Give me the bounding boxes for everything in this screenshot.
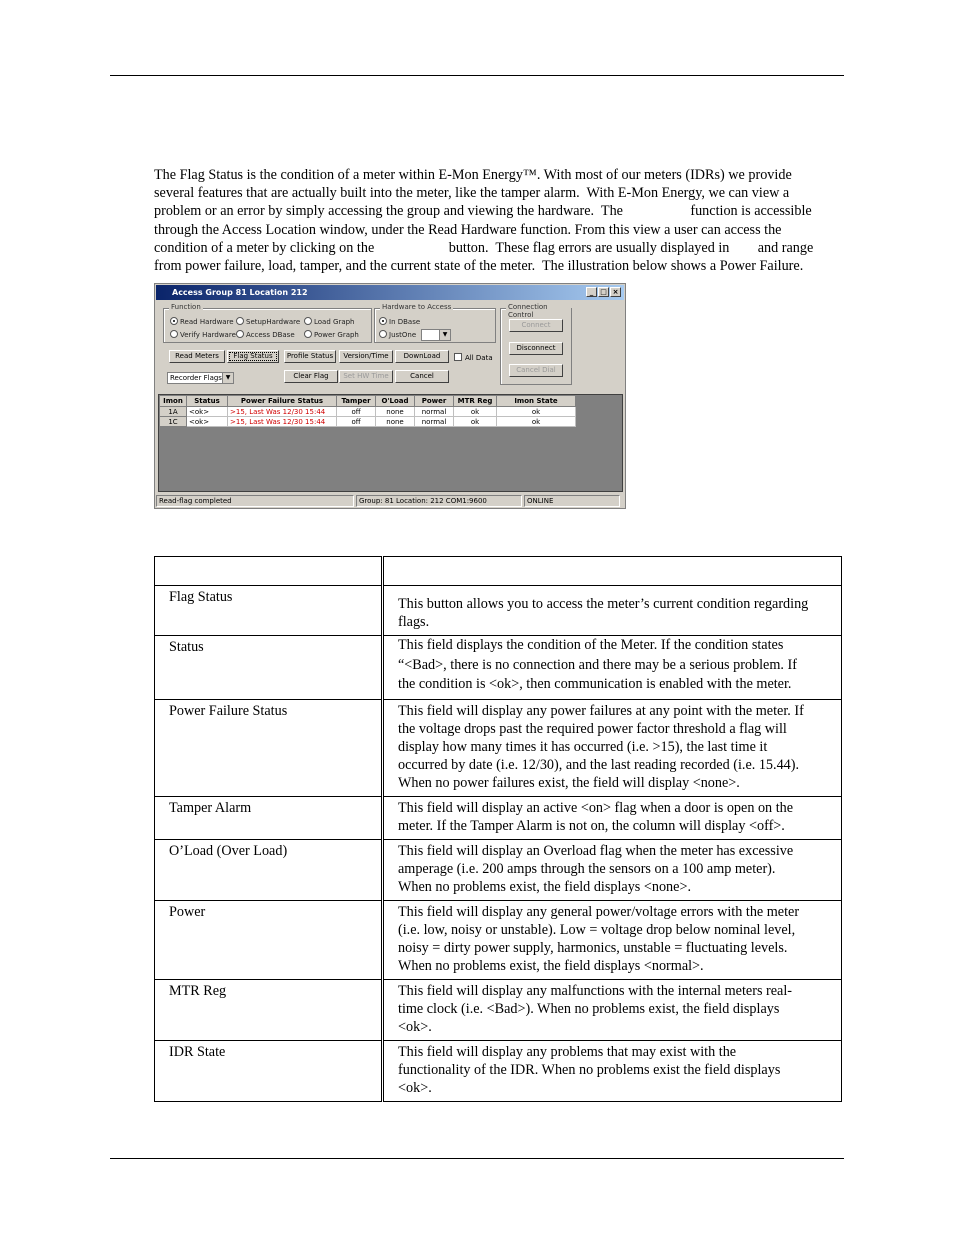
intro-line: The Flag Status is the condition of a meter within E-Mon Energy™. With most of our meters (IDRs) we provide [154,167,792,183]
grid-cell: off [337,417,376,427]
radio-just-one[interactable]: JustOne [379,330,416,339]
window-title: Access Group 81 Location 212 [172,288,308,297]
table-row [155,796,842,839]
radio-in-dbase[interactable]: In DBase [379,317,420,326]
table-header-row [155,557,842,586]
col-header[interactable]: MTR Reg [454,396,497,407]
read-meters-button[interactable]: Read Meters [169,350,225,363]
recorder-flags-select[interactable]: Recorder Flags ▼ [167,372,234,384]
term-cell: O’Load (Over Load) [155,839,383,900]
description-cell: This field will display any malfunctions with the internal meters real- time clock (i.e. <Bad>). When no problems exist, the field displays <ok>. [383,979,842,1040]
table-row [155,900,842,979]
function-group [163,303,372,343]
flag-definitions-table [154,556,842,1102]
flag-status-grid [158,394,623,492]
term-cell: MTR Reg [155,979,383,1040]
version-time-button[interactable]: Version/Time [339,350,393,363]
header-cell [155,557,383,586]
intro-line: several features that are actually built into the meter, like the tamper alarm. With E-Mon Energy, we can view a [154,185,790,202]
download-button[interactable]: DownLoad [395,350,449,363]
grid-cell: normal [415,417,454,427]
description-cell: This button allows you to access the meter’s current condition regarding flags. [383,586,842,636]
cancel-button[interactable]: Cancel [395,370,449,383]
grid-cell: ok [454,417,497,427]
grid-cell: ok [497,417,576,427]
term-cell: Power [155,900,383,979]
grid-cell: ok [454,407,497,417]
grid-cell: none [376,407,415,417]
intro-paragraph [154,166,844,275]
access-group-window [154,283,626,509]
col-header[interactable]: Status [187,396,228,407]
radio-access-dbase[interactable]: Access DBase [236,330,295,339]
term-cell: Tamper Alarm [155,796,383,839]
grid-cell: >15, Last Was 12/30 15:44 [228,417,337,427]
table-row[interactable] [160,407,576,417]
chevron-down-icon: ▼ [439,330,450,340]
close-button[interactable]: × [610,287,621,297]
radio-load-graph[interactable]: Load Graph [304,317,355,326]
connection-control-group [500,303,572,385]
status-online: ONLINE [524,495,620,507]
table-row [155,699,842,796]
set-hw-time-button[interactable]: Set HW Time [339,370,393,383]
minimize-button[interactable]: _ [586,287,597,297]
chevron-down-icon: ▼ [222,373,233,383]
grid-cell: ok [497,407,576,417]
description-cell: This field will display any power failures at any point with the meter. If the voltage drops past the required power factor threshold a flag will display how many times it has occurred (i.e. >15), the last time it occurred by date (i.e. 12/30), and the last reading recorded (i.e. 15.44). When no power failures exist, the field will display <none>. [383,699,842,796]
radio-read-hardware[interactable]: Read Hardware [170,317,234,326]
col-header[interactable]: Power Failure Status [228,396,337,407]
description-cell: This field will display an Overload flag when the meter has excessive amperage (i.e. 200 amps through the sensors on a 100 amp meter). When no problems exist, the field displays <none>. [383,839,842,900]
flag-status-button[interactable]: Flag Status [227,350,279,363]
just-one-select[interactable] [421,329,451,341]
term-cell: Power Failure Status [155,699,383,796]
term-cell: Flag Status [155,586,383,636]
intro-line: problem or an error by simply accessing the group and viewing the hardware. The function is accessible [154,203,812,220]
term-cell: Status [155,636,383,700]
status-location: Group: 81 Location: 212 COM1:9600 [356,495,522,507]
intro-line: from power failure, load, tamper, and the current state of the meter. The illustration below shows a Power Failure. [154,258,804,275]
grid-cell: off [337,407,376,417]
header-cell [383,557,842,586]
cancel-dial-button[interactable]: Cancel Dial [509,364,563,377]
grid-cell: >15, Last Was 12/30 15:44 [228,407,337,417]
hardware-group [374,303,496,343]
grid-cell: <ok> [187,417,228,427]
radio-power-graph[interactable]: Power Graph [304,330,359,339]
table-row [155,1040,842,1101]
col-header[interactable]: Power [415,396,454,407]
clear-flag-button[interactable]: Clear Flag [284,370,338,383]
description-cell: This field will display any problems that may exist with the functionality of the IDR. When no problems exist the field displays <ok>. [383,1040,842,1101]
footer-rule [110,1158,844,1159]
description-cell: This field will display any general power/voltage errors with the meter (i.e. low, noisy or unstable). Low = voltage drop below nominal level, noisy = dirty power supply, harmonics, unstable = fluctuating levels. When no problems exist, the field displays <normal>. [383,900,842,979]
table-row[interactable] [160,417,576,427]
col-header[interactable]: Imon [160,396,187,407]
connection-group-label: Connection Control [506,303,571,319]
window-titlebar [156,285,624,300]
grid-header-row [160,396,576,407]
table-row [155,636,842,700]
grid-cell: <ok> [187,407,228,417]
grid-cell: normal [415,407,454,417]
description-cell: This field will display an active <on> flag when a door is open on the meter. If the Tamper Alarm is not on, the column will display <off>. [383,796,842,839]
description-cell: This field displays the condition of the Meter. If the condition states “<Bad>, there is no connection and there may be a serious problem. If the condition is <ok>, then communication is enabled with the meter. [383,636,842,700]
profile-status-button[interactable]: Profile Status [284,350,336,363]
intro-line: through the Access Location window, under the Read Hardware function. From this view a user can access the [154,221,782,238]
function-group-label: Function [171,303,201,311]
status-bar [156,495,624,507]
grid-cell: none [376,417,415,427]
intro-line: condition of a meter by clicking on the button. These flag errors are usually displayed in and range [154,239,814,256]
col-header[interactable]: O'Load [376,396,415,407]
header-rule [110,75,844,76]
grid-cell: 1C [160,417,187,427]
all-data-checkbox[interactable]: All Data [454,353,493,362]
col-header[interactable]: Imon State [497,396,576,407]
connect-button[interactable]: Connect [509,319,563,332]
col-header[interactable]: Tamper [337,396,376,407]
term-cell: IDR State [155,1040,383,1101]
disconnect-button[interactable]: Disconnect [509,342,563,355]
status-message: Read-flag completed [156,495,354,507]
table-row [155,839,842,900]
hardware-group-label: Hardware to Access [382,303,452,311]
table-row [155,586,842,636]
flag-grid-table [159,395,576,427]
grid-cell: 1A [160,407,187,417]
maximize-button[interactable]: □ [598,287,609,297]
radio-setup-hardware[interactable]: SetupHardware [236,317,300,326]
table-row [155,979,842,1040]
radio-verify-hardware[interactable]: Verify Hardware [170,330,236,339]
